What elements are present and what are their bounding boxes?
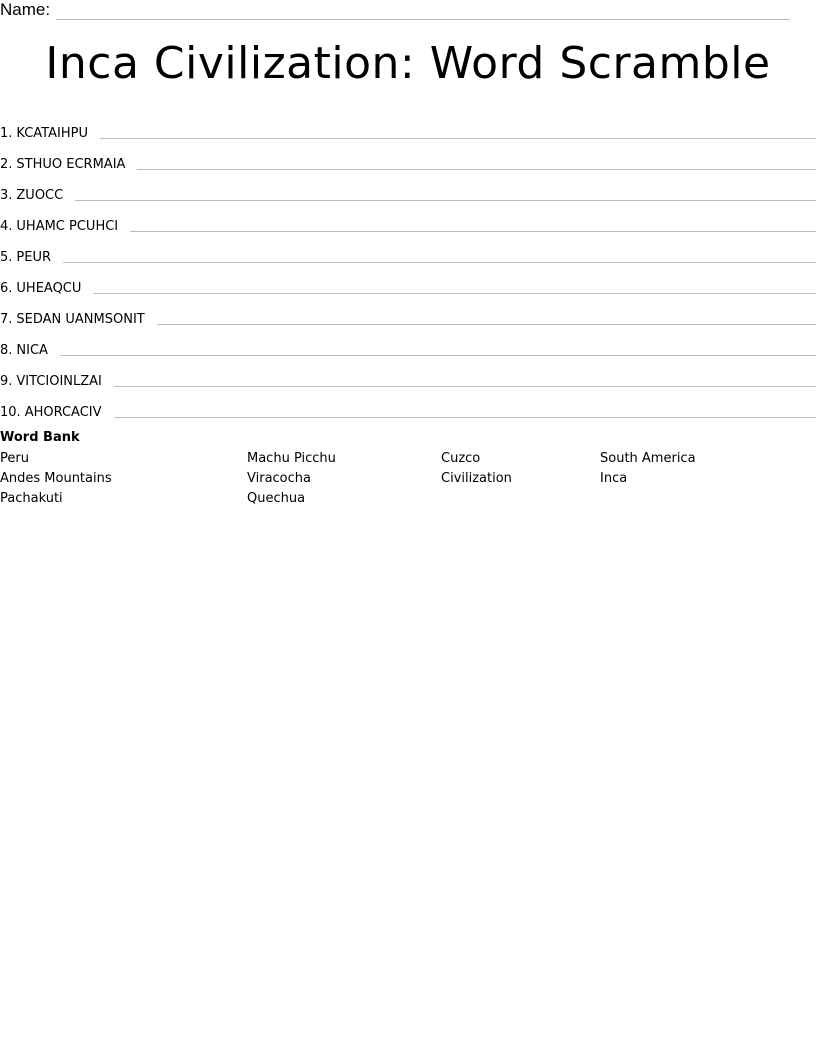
- scrambled-word: UHEAQCU: [16, 281, 82, 296]
- word-bank-title: Word Bank: [0, 430, 80, 445]
- word-bank-item: Inca: [600, 471, 628, 486]
- scrambled-word: STHUO ECRMAIA: [16, 157, 126, 172]
- question-row: [0, 142, 816, 173]
- answer-line[interactable]: [137, 157, 816, 170]
- name-answer-line[interactable]: [56, 3, 790, 20]
- question-row: [0, 111, 816, 142]
- scrambled-word: ZUOCC: [16, 188, 64, 203]
- word-bank-item: Civilization: [441, 471, 512, 486]
- answer-line[interactable]: [60, 343, 816, 356]
- question-row: [0, 328, 816, 359]
- answer-line[interactable]: [114, 374, 816, 387]
- word-bank-item: South America: [600, 451, 696, 466]
- question-number: 1.: [0, 126, 13, 141]
- question-row: [0, 390, 816, 421]
- word-bank-item: Quechua: [247, 491, 306, 506]
- scrambled-word: PEUR: [16, 250, 52, 265]
- answer-line[interactable]: [114, 405, 816, 418]
- question-number: 2.: [0, 157, 13, 172]
- question-row: [0, 297, 816, 328]
- question-row: [0, 359, 816, 390]
- question-number: 6.: [0, 281, 13, 296]
- question-number: 7.: [0, 312, 13, 327]
- word-bank-item: Machu Picchu: [247, 451, 336, 466]
- word-bank-item: Peru: [0, 451, 29, 466]
- scrambled-word: SEDAN UANMSONIT: [16, 312, 145, 327]
- name-label: Name:: [0, 0, 51, 19]
- word-bank-item: Viracocha: [247, 471, 311, 486]
- question-row: [0, 173, 816, 204]
- question-row: [0, 235, 816, 266]
- question-number: 8.: [0, 343, 13, 358]
- scrambled-word: NICA: [16, 343, 48, 358]
- question-list: [0, 111, 816, 421]
- question-row: [0, 266, 816, 297]
- word-bank-item: Andes Mountains: [0, 471, 112, 486]
- word-bank-item: Pachakuti: [0, 491, 63, 506]
- question-number: 3.: [0, 188, 13, 203]
- scrambled-word: VITCIOINLZAI: [16, 374, 102, 389]
- answer-line[interactable]: [157, 312, 816, 325]
- scrambled-word: UHAMC PCUHCI: [16, 219, 119, 234]
- name-field-row: [0, 0, 790, 20]
- answer-line[interactable]: [100, 126, 816, 139]
- question-number: 5.: [0, 250, 13, 265]
- word-bank: [0, 429, 816, 511]
- page-title: Inca Civilization: Word Scramble: [45, 38, 771, 89]
- answer-line[interactable]: [75, 188, 816, 201]
- question-row: [0, 204, 816, 235]
- question-number: 4.: [0, 219, 13, 234]
- word-bank-item: Cuzco: [441, 451, 481, 466]
- question-number: 10.: [0, 405, 21, 420]
- answer-line[interactable]: [130, 219, 816, 232]
- scrambled-word: KCATAIHPU: [16, 126, 88, 141]
- scrambled-word: AHORCACIV: [24, 405, 102, 420]
- answer-line[interactable]: [93, 281, 816, 294]
- answer-line[interactable]: [63, 250, 816, 263]
- question-number: 9.: [0, 374, 13, 389]
- word-bank-grid: [0, 449, 816, 511]
